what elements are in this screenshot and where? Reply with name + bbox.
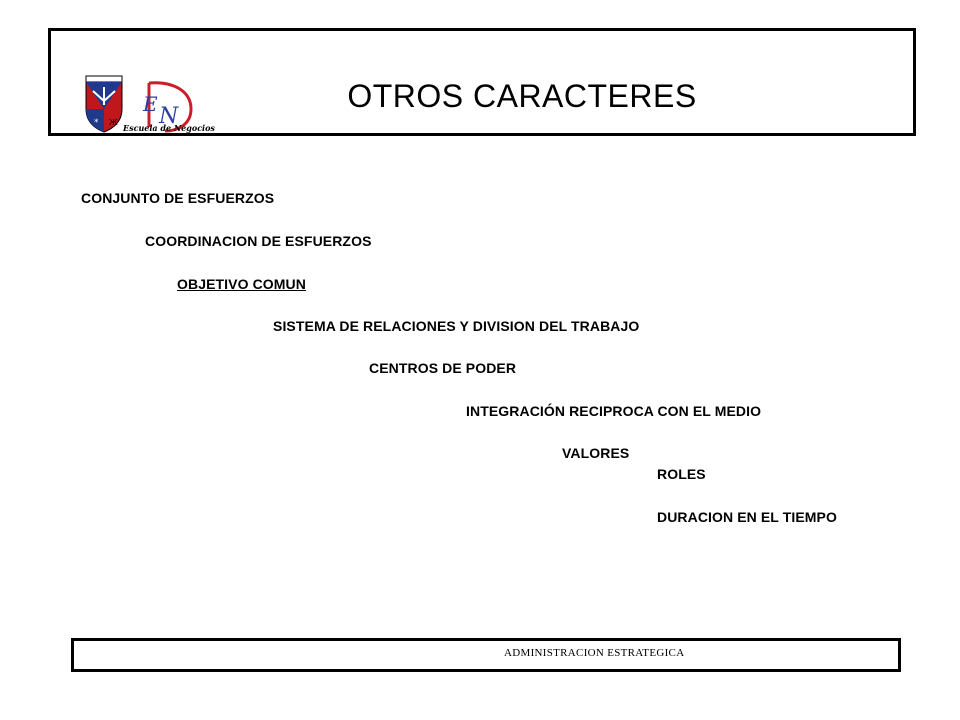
- svg-text:*: *: [94, 118, 99, 128]
- page-title: OTROS CARACTERES: [347, 78, 697, 114]
- list-item-2: COORDINACION DE ESFUERZOS: [145, 233, 372, 249]
- list-item-3: OBJETIVO COMUN: [177, 276, 306, 292]
- list-item-1: CONJUNTO DE ESFUERZOS: [81, 190, 275, 206]
- list-item-9: DURACION EN EL TIEMPO: [657, 509, 837, 525]
- list-item-8: ROLES: [657, 466, 706, 482]
- header-box: [48, 28, 916, 136]
- list-item-6: INTEGRACIÓN RECIPROCA CON EL MEDIO: [466, 403, 762, 419]
- list-item-5: CENTROS DE PODER: [369, 360, 517, 376]
- footer-box: [71, 638, 901, 672]
- svg-text:Ж: Ж: [109, 118, 118, 127]
- svg-text:E: E: [143, 92, 158, 116]
- university-shield-logo: [85, 75, 123, 133]
- list-item-4: SISTEMA DE RELACIONES Y DIVISION DEL TRABAJO: [273, 318, 640, 334]
- svg-text:N: N: [159, 104, 179, 129]
- list-item-7: VALORES: [562, 445, 630, 461]
- logo-caption: Escuela de Negocios: [123, 123, 215, 133]
- footer-text: ADMINISTRACION ESTRATEGICA: [504, 647, 685, 659]
